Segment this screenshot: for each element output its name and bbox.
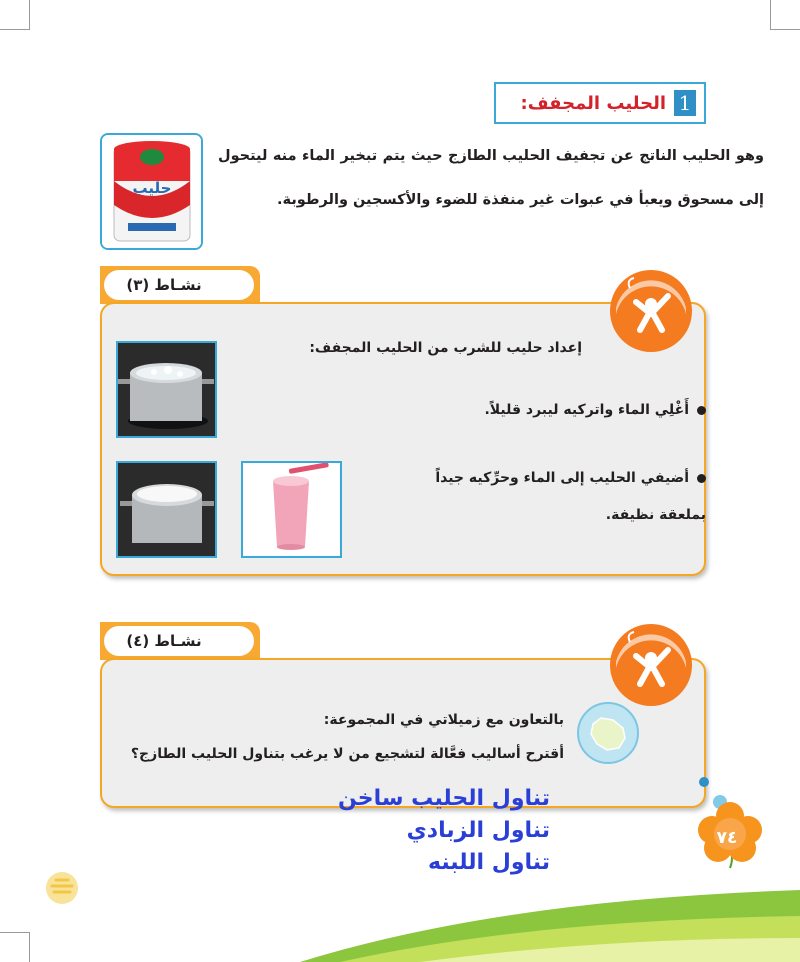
handwritten-answer-1: تناول الحليب ساخن <box>337 786 550 811</box>
bullet-icon <box>697 474 706 483</box>
activity4-label <box>104 626 254 656</box>
crop-mark <box>29 0 30 30</box>
milk-can-image <box>100 133 203 250</box>
can-brand-text: حليب <box>132 179 172 197</box>
activity3-label <box>104 270 254 300</box>
section-intro: وهو الحليب الناتج عن تجفيف الحليب الطازج حيث يتم تبخير الماء منه ليتحول إلى مسحوق ويعبأ في عبوات غير منفذة للضوء والأكسجين والرطوبة. <box>218 148 764 208</box>
activity3-step1 <box>484 402 706 418</box>
section-heading <box>494 82 706 124</box>
crop-mark <box>0 932 30 933</box>
activity3-step2 <box>435 470 706 486</box>
page-number: ٧٤ <box>716 828 738 848</box>
activity4-label-text: نشـاط (٤) <box>126 632 202 650</box>
activity3-label-text: نشـاط (٣) <box>126 276 202 294</box>
activity4-line2: أقترح أساليب فعَّالة لتشجيع من لا يرغب بتناول الحليب الطازج؟ <box>130 746 564 762</box>
activity3-step2-cont: بملعقة نظيفة. <box>605 507 706 523</box>
activity4-line1: بالتعاون مع زميلاتي في المجموعة: <box>323 712 564 728</box>
activity4-badge-icon <box>608 622 694 708</box>
activity3-step2-text: أضيفي الحليب إلى الماء وحرِّكيه جيداً <box>435 470 689 486</box>
saudi-map-icon <box>577 702 639 764</box>
activity3-heading: إعداد حليب للشرب من الحليب المجفف: <box>309 340 582 356</box>
crop-mark <box>0 29 30 30</box>
crop-mark <box>29 932 30 962</box>
handwritten-answer-3: تناول اللبنه <box>427 850 550 875</box>
crop-mark <box>770 29 800 30</box>
bullet-icon <box>697 406 706 415</box>
section-title: الحليب المجفف: <box>520 92 666 114</box>
activity3-badge-icon <box>608 268 694 354</box>
milk-can-illustration <box>102 135 201 248</box>
crop-mark <box>770 0 771 30</box>
handwritten-answer-2: تناول الزبادي <box>406 818 550 843</box>
publisher-logo-icon <box>42 868 82 908</box>
activity3-step1-text: أَغْلِي الماء واتركيه ليبرد قليلاً. <box>484 402 689 418</box>
milk-pot-photo <box>116 461 217 558</box>
section-number: 1 <box>674 90 696 116</box>
milk-glass-photo <box>241 461 342 558</box>
boiling-water-photo <box>116 341 217 438</box>
flower-decoration <box>690 768 770 878</box>
